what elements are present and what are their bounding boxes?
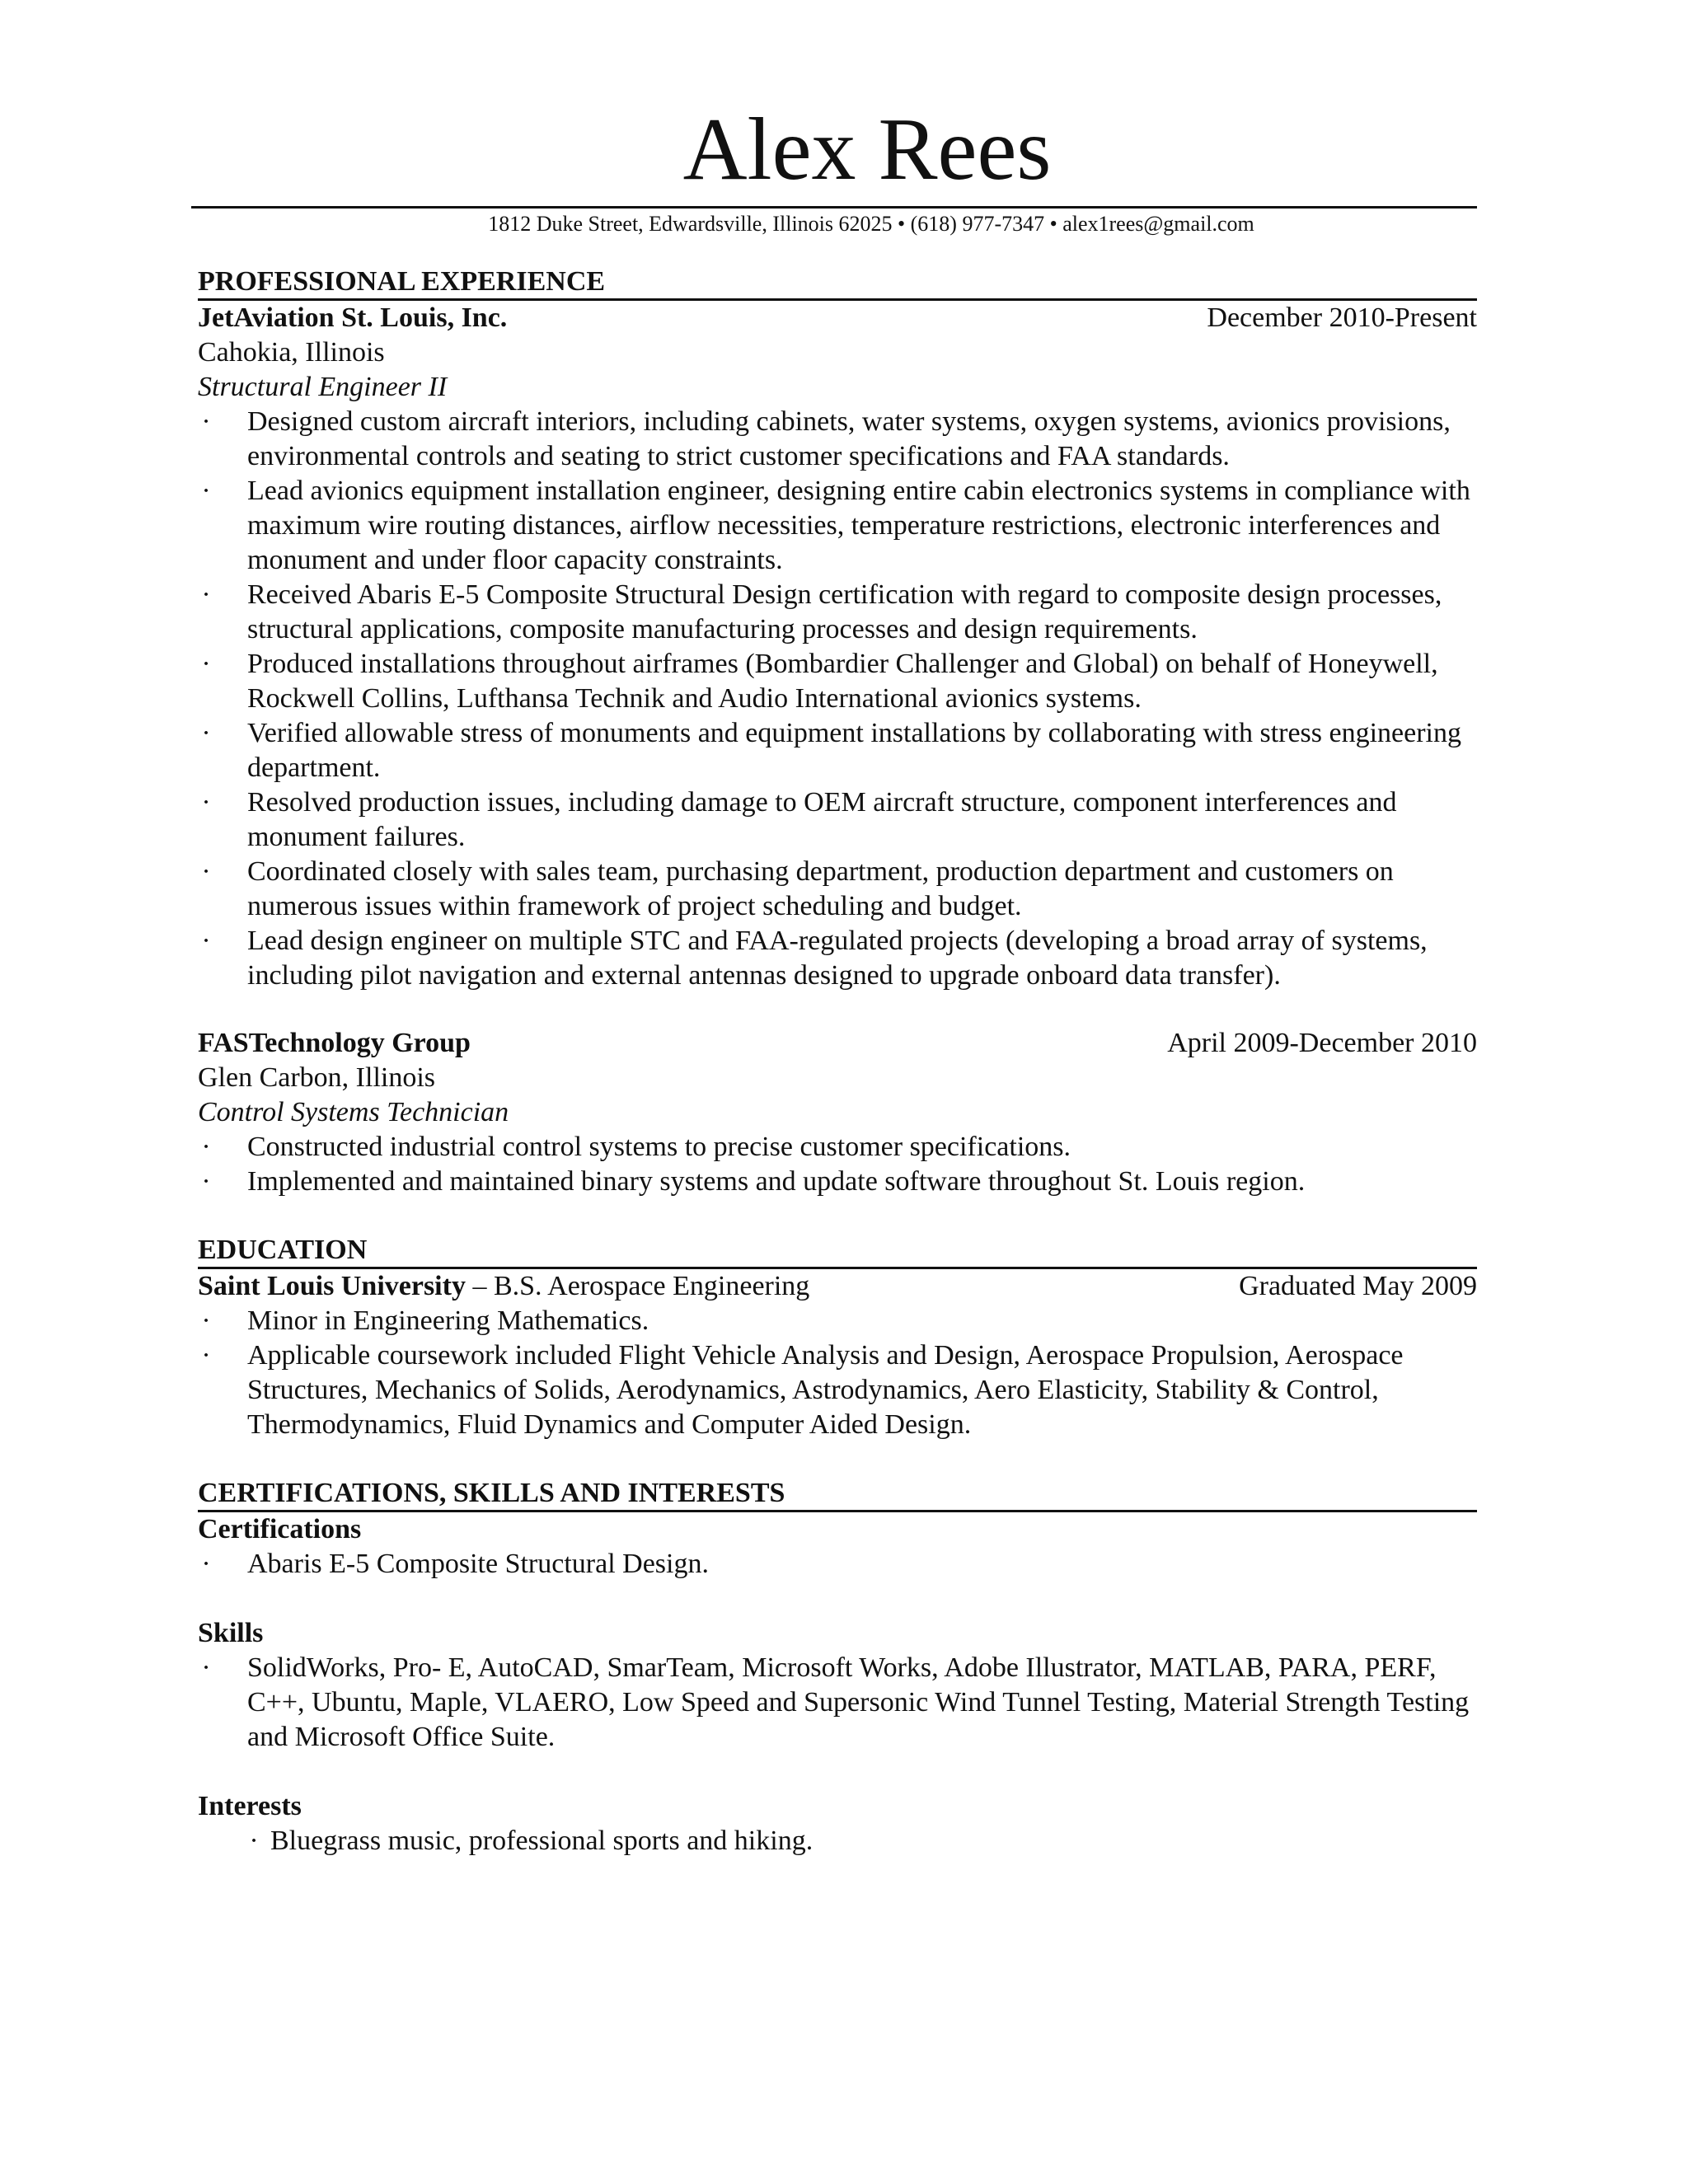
list-item: · Applicable coursework included Flight Vehicle Analysis and Design, Aerospace Propulsion, Aerospace Structures, Mechanics of Solids, Aerodynamics, Astrodynamics, Aero Elasticity, Stability & Control, Thermodynamics, Fluid Dynamics and Computer Aided Design.: [198, 1338, 1477, 1442]
list-item: · Minor in Engineering Mathematics.: [198, 1304, 1477, 1338]
list-item: · Constructed industrial control systems to precise customer specifications.: [198, 1130, 1477, 1165]
education-section: [198, 1234, 1477, 1442]
section-title: CERTIFICATIONS, SKILLS AND INTERESTS: [198, 1478, 785, 1508]
bullet-icon: ·: [201, 1132, 211, 1162]
bullet-icon: ·: [201, 649, 211, 679]
list-item: · Abaris E-5 Composite Structural Design.: [198, 1547, 1477, 1582]
list-item: · Produced installations throughout airframes (Bombardier Challenger and Global) on behalf of Honeywell, Rockwell Collins, Lufthansa Technik and Audio International avionics systems.: [198, 647, 1477, 716]
list-item: · Lead design engineer on multiple STC and FAA-regulated projects (developing a broad array of systems, including pilot navigation and external antennas designed to upgrade onboard data transfer).: [198, 924, 1477, 993]
skills-list: [198, 1651, 1477, 1755]
list-item: · Coordinated closely with sales team, purchasing department, production department and customers on numerous issues within framework of project scheduling and budget.: [198, 855, 1477, 924]
bullet-icon: ·: [201, 1305, 211, 1336]
list-item: · Bluegrass music, professional sports and hiking.: [198, 1824, 1477, 1858]
bullet-icon: ·: [201, 926, 211, 956]
bullet-icon: ·: [201, 1340, 211, 1371]
job-dates: April 2009-December 2010: [1167, 1028, 1477, 1058]
list-item: · Lead avionics equipment installation engineer, designing entire cabin electronics systems in compliance with maximum wire routing distances, airflow necessities, temperature restrictions, electronic interferences and monument and under floor capacity constraints.: [198, 474, 1477, 578]
education-bullets: [198, 1304, 1477, 1442]
list-item: · Received Abaris E-5 Composite Structural Design certification with regard to composite design processes, structural applications, composite manufacturing processes and design requirements.: [198, 578, 1477, 647]
job-role: Control Systems Technician: [198, 1097, 509, 1127]
company-name: JetAviation St. Louis, Inc.: [198, 302, 508, 333]
bullet-icon: ·: [201, 718, 211, 748]
job-location: Glen Carbon, Illinois: [198, 1062, 436, 1093]
list-item: · Resolved production issues, including damage to OEM aircraft structure, component interferences and monument failures.: [198, 785, 1477, 855]
interests-list: [198, 1824, 1477, 1858]
bullet-icon: ·: [201, 787, 211, 818]
extras-section: [198, 1477, 1477, 1858]
job-location: Cahokia, Illinois: [198, 337, 385, 368]
job-bullets: [198, 405, 1477, 993]
section-title: PROFESSIONAL EXPERIENCE: [198, 266, 606, 297]
bullet-icon: ·: [201, 856, 211, 887]
list-item: · Implemented and maintained binary systems and update software throughout St. Louis region.: [198, 1165, 1477, 1199]
subsection-title: Skills: [198, 1618, 264, 1648]
interests-subsection: [198, 1789, 1477, 1858]
bullet-icon: ·: [249, 1825, 259, 1856]
bullet-icon: ·: [201, 1166, 211, 1197]
resume-body: [198, 265, 1477, 1893]
job-entry: [198, 1026, 1477, 1199]
subsection-title: Interests: [198, 1791, 302, 1821]
job-bullets: [198, 1130, 1477, 1199]
certifications-subsection: [198, 1512, 1477, 1582]
candidate-name: Alex Rees: [682, 101, 1052, 199]
section-title: EDUCATION: [198, 1235, 368, 1265]
header-divider: [191, 206, 1477, 209]
graduation-date: Graduated May 2009: [1239, 1271, 1477, 1301]
experience-section: [198, 265, 1477, 1199]
certifications-list: [198, 1547, 1477, 1582]
degree: – B.S. Aerospace Engineering: [465, 1271, 810, 1301]
skills-subsection: [198, 1616, 1477, 1755]
list-item: · Verified allowable stress of monuments and equipment installations by collaborating with stress engineering department.: [198, 716, 1477, 785]
job-entry: [198, 301, 1477, 993]
job-dates: December 2010-Present: [1207, 302, 1477, 333]
list-item: · SolidWorks, Pro- E, AutoCAD, SmarTeam, Microsoft Works, Adobe Illustrator, MATLAB, PARA, PERF, C++, Ubuntu, Maple, VLAERO, Low Speed and Supersonic Wind Tunnel Testing, Material Strength Testing and Microsoft Office Suite.: [198, 1651, 1477, 1755]
company-name: FASTechnology Group: [198, 1028, 471, 1058]
bullet-icon: ·: [201, 406, 211, 437]
job-role: Structural Engineer II: [198, 372, 448, 402]
subsection-title: Certifications: [198, 1514, 362, 1544]
list-item: · Designed custom aircraft interiors, including cabinets, water systems, oxygen systems, avionics provisions, environmental controls and seating to strict customer specifications and FAA standards.: [198, 405, 1477, 474]
school-name: Saint Louis University: [198, 1271, 466, 1301]
bullet-icon: ·: [201, 476, 211, 506]
bullet-icon: ·: [201, 1549, 211, 1579]
bullet-icon: ·: [201, 579, 211, 610]
contact-info: 1812 Duke Street, Edwardsville, Illinois 62025 • (618) 977-7347 • alex1rees@gmail.com: [488, 212, 1254, 236]
resume-header: [191, 101, 1477, 237]
bullet-icon: ·: [201, 1652, 211, 1683]
